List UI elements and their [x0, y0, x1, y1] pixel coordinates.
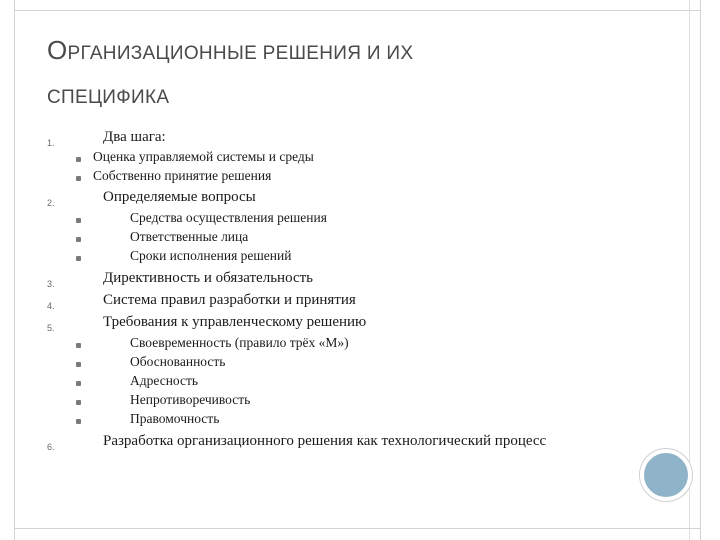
list-item-6: Разработка организационного решения как технологический процесс: [103, 433, 547, 449]
list-number-5: 5.: [47, 323, 55, 333]
bullet-marker: [76, 176, 81, 181]
title-line-2: СПЕЦИФИКА: [47, 87, 170, 108]
title-rest: РГАНИЗАЦИОННЫЕ РЕШЕНИЯ И ИХ: [67, 43, 414, 64]
list-item-5: Требования к управленческому решению: [103, 314, 367, 330]
sub-item-decide: Собственно принятие решения: [93, 168, 272, 183]
list-item-2: Определяемые вопросы: [103, 189, 256, 205]
sub-item-deadlines: Сроки исполнения решений: [130, 248, 292, 263]
list-number-3: 3.: [47, 279, 55, 289]
bullet-marker: [76, 400, 81, 405]
bullet-marker: [76, 419, 81, 424]
sub-item-persons: Ответственные лица: [130, 229, 249, 244]
frame-bottom-line: [14, 528, 700, 529]
title-first-letter: О: [47, 35, 68, 65]
list-item-1: Два шага:: [103, 129, 166, 145]
bullet-marker: [76, 157, 81, 162]
bullet-marker: [76, 362, 81, 367]
sub-item-means: Средства осуществления решения: [130, 210, 327, 225]
bullet-marker: [76, 237, 81, 242]
list-number-6: 6.: [47, 442, 55, 452]
sub-item-assess: Оценка управляемой системы и среды: [93, 149, 314, 164]
frame-right-line: [700, 0, 701, 540]
sub-item-authority: Правомочность: [130, 411, 220, 426]
list-number-1: 1.: [47, 138, 55, 148]
frame-right-inner-line: [689, 0, 690, 540]
frame-top-line: [14, 10, 700, 11]
list-number-4: 4.: [47, 301, 55, 311]
list-number-2: 2.: [47, 198, 55, 208]
sub-item-targeting: Адресность: [130, 373, 199, 388]
list-item-3: Директивность и обязательность: [103, 270, 313, 286]
bullet-marker: [76, 218, 81, 223]
sub-item-consistency: Непротиворечивость: [130, 392, 251, 407]
list-item-4: Система правил разработки и принятия: [103, 292, 356, 308]
bullet-marker: [76, 343, 81, 348]
sub-item-timeliness: Своевременность (правило трёх «М»): [130, 335, 349, 350]
bullet-marker: [76, 256, 81, 261]
decorative-circle: [640, 449, 692, 501]
bullet-marker: [76, 381, 81, 386]
frame-left-line: [14, 0, 15, 540]
title-line-1: [47, 28, 647, 76]
slide-title: [47, 28, 647, 120]
sub-item-validity: Обоснованность: [130, 354, 226, 369]
